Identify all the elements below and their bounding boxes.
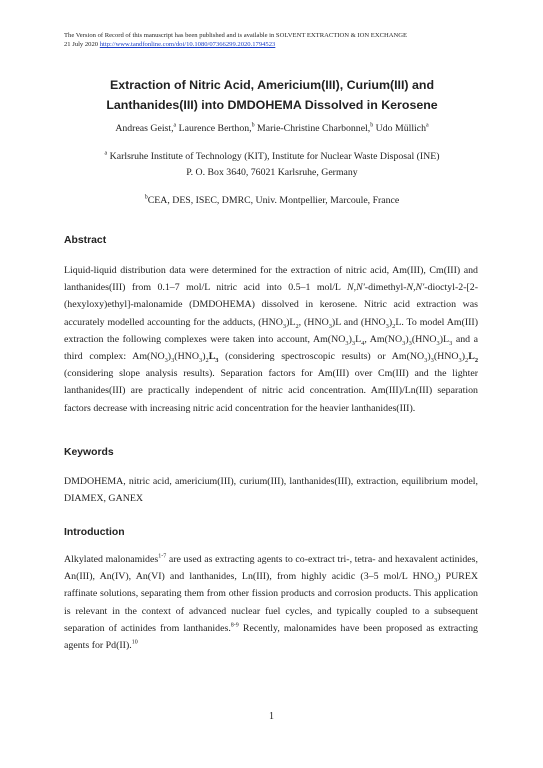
citation: 1-7 <box>158 553 167 560</box>
affiliation-b <box>64 193 480 209</box>
affiliation-marker: b <box>144 194 148 201</box>
publication-notice <box>64 31 484 49</box>
affiliation-text: CEA, DES, ISEC, DMRC, Univ. Montpellier, Marcoule, France <box>147 195 400 206</box>
author-name: Laurence Berthon, <box>176 123 252 134</box>
affiliation-a-line-2: P. O. Box 3640, 76021 Karlsruhe, Germany <box>186 167 358 178</box>
author-name: Marie-Christine Charbonnel, <box>254 123 371 134</box>
introduction-text: Alkylated malonamides$^{1-7}$ are used as extracting agents to co-extract tri-, tetra- and hexavalent actinides, An(III), An(IV), An(VI) and lanthanides, Ln(III), from highly acidic (3–5 mol/L $HNO_3$) PUREX raffinate solutions, separating them from other fission products and corrosion products. This application is relevant in the context of advanced nuclear fuel cycles, and typically coupled to a subsequent separation of actinides from lanthanides.$^{8-9}$ Recently, malonamides have been proposed as extracting agents for Pd(II).$^{10}$ <box>64 553 478 652</box>
abstract-heading: Abstract <box>64 235 107 246</box>
affiliation-marker: a <box>104 150 108 157</box>
title-line-1: Extraction of Nitric Acid, Americium(III), Curium(III) and <box>109 78 435 92</box>
affiliation-text: Karlsruhe Institute of Technology (KIT), Institute for Nuclear Waste Disposal (INE) <box>109 151 440 162</box>
introduction-heading: Introduction <box>64 527 125 538</box>
affiliation-marker: b <box>251 122 255 129</box>
notice-line: The Version of Record of this manuscript has been published and is available in SOLVENT EXTRACTION & ION EXCHANGE <box>64 32 408 39</box>
keywords-text: DMDOHEMA, nitric acid, americium(III), curium(III), lanthanides(III), extraction, equilibrium model, DIAMEX, GANEX <box>64 476 478 505</box>
title-line-2: Lanthanides(III) into DMDOHEMA Dissolved in Kerosene <box>106 98 438 112</box>
affiliation-marker: a <box>173 122 177 129</box>
paper-title <box>64 75 480 115</box>
page-number: 1 <box>269 711 274 722</box>
affiliation-a <box>64 149 480 181</box>
notice-line-2 <box>64 40 484 49</box>
affiliation-a-line-1 <box>64 149 480 165</box>
author-list <box>64 123 480 134</box>
keywords-heading: Keywords <box>64 447 114 458</box>
abstract-text: Liquid-liquid distribution data were determined for the extraction of nitric acid, Am(III), Cm(III) and lanthanides(III) from 0.1–7 mol/L nitric acid into 0.5–1 mol/L N,N'-dimethyl-N,N'-dioctyl-2-[2-(hexyloxy)ethyl]-malonamide (DMDOHEMA) dissolved in kerosene. Nitric acid extraction was accurately modelled accounting for the adducts, $(HNO_3)L_2$, $(HNO_3)L$ and $(HNO_3)_2L$. To model Am(III) extraction the following complexes were taken into account, $Am(NO_3)_3L_4$, $Am(NO_3)_3(HNO_3)L_3$ and a third complex: $Am(NO_3)_3(HNO_3)_2L_3$ (considering spectroscopic results) or $Am(NO_3)_3(HNO_3)_2L_2$ (considering slope analysis results). Separation factors for Am(III) over Cm(III) and the lighter lanthanides(III) are practically independent of nitric acid concentration. Am(III)/Ln(III) separation factors decrease with increasing nitric acid concentration for the heavier lanthanides(III). <box>64 265 479 414</box>
citation: 8-9 <box>230 622 239 629</box>
doi-link[interactable]: http://www.tandfonline.com/doi/10.1080/07366299.2020.1794523 <box>99 41 276 48</box>
notice-date: 21 July 2020 <box>64 41 99 48</box>
citation: 10 <box>131 639 138 646</box>
affiliation-marker: b <box>370 122 374 129</box>
author-name: Andreas Geist, <box>115 123 174 134</box>
affiliation-marker: a <box>426 122 429 129</box>
author-name: Udo Müllich <box>373 123 427 134</box>
